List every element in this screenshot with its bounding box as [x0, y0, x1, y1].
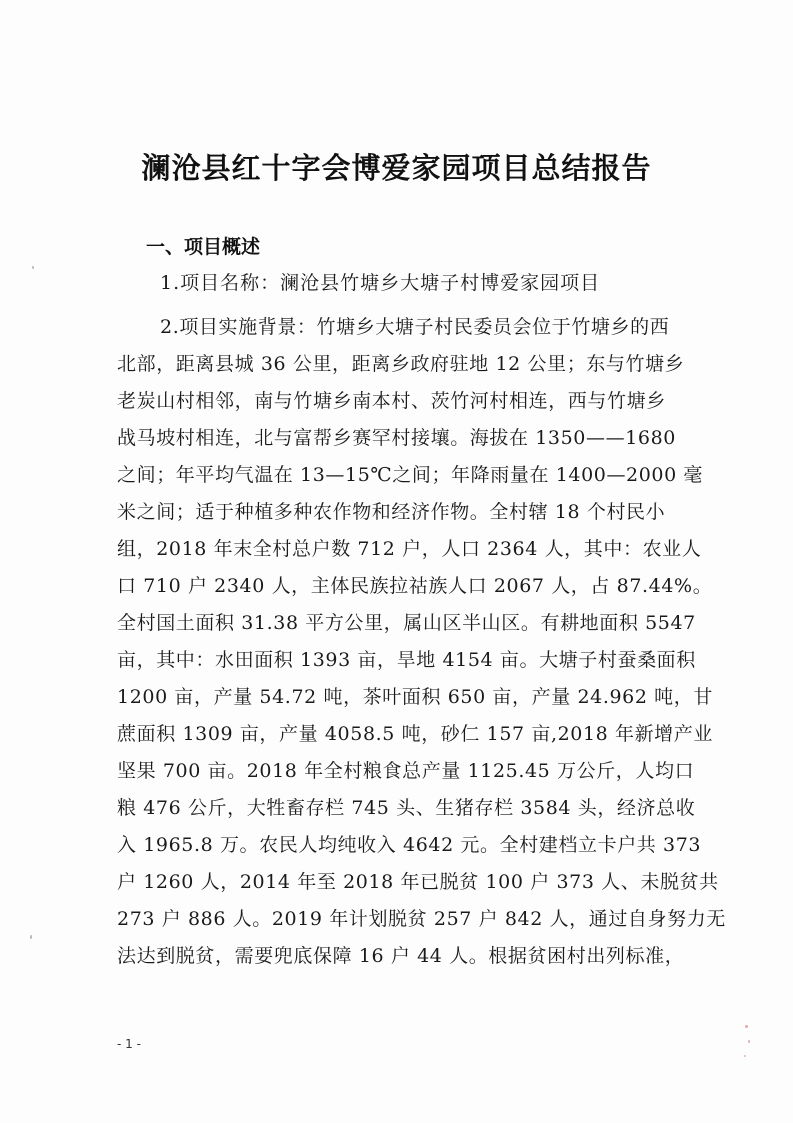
paragraph-line: 273 户 886 人。2019 年计划脱贫 257 户 842 人，通过自身努力无: [117, 908, 726, 930]
scan-speck: [745, 1025, 748, 1028]
paragraph-line: 1200 亩，产量 54.72 吨，茶叶面积 650 亩，产量 24.962 吨，甘: [117, 686, 713, 708]
page-number: - 1 -: [117, 1037, 141, 1051]
scan-speck: [30, 935, 32, 939]
scan-speck: [748, 1040, 750, 1043]
paragraph-line: 组，2018 年末全村总户数 712 户，人口 2364 人，其中：农业人: [117, 538, 702, 560]
paragraph-line: 口 710 户 2340 人，主体民族拉祜族人口 2067 人，占 87.44%。: [117, 575, 713, 597]
paragraph-line: 法达到脱贫，需要兜底保障 16 户 44 人。根据贫困村出列标准，: [117, 945, 685, 967]
scan-speck: [32, 266, 34, 269]
paragraph-line: 户 1260 人，2014 年至 2018 年已脱贫 100 户 373 人、未脱贫共: [117, 871, 719, 893]
paragraph-line: 之间；年平均气温在 13—15℃之间；年降雨量在 1400—2000 毫: [117, 464, 704, 486]
paragraph-line: 老炭山村相邻，南与竹塘乡南本村、茨竹河村相连，西与竹塘乡: [117, 390, 666, 412]
paragraph-line: 粮 476 公斤，大牲畜存栏 745 头、生猪存栏 3584 头，经济总收: [117, 797, 696, 819]
document-title: 澜沧县红十字会博爱家园项目总结报告: [141, 151, 652, 185]
paragraph-line: 米之间；适于种植多种农作物和经济作物。全村辖 18 个村民小: [117, 501, 666, 523]
paragraph-line: 蔗面积 1309 亩，产量 4058.5 吨，砂仁 157 亩,2018 年新增产业: [117, 723, 713, 745]
paragraph-line: 北部，距离县城 36 公里，距离乡政府驻地 12 公里；东与竹塘乡: [117, 353, 685, 375]
paragraph-line: 亩，其中：水田面积 1393 亩，旱地 4154 亩。大塘子村蚕桑面积: [117, 649, 696, 671]
scan-speck: [744, 1055, 746, 1057]
paragraph-line: 战马坡村相连，北与富帮乡赛罕村接壤。海拔在 1350——1680: [117, 427, 676, 449]
section-heading: 一、项目概述: [146, 236, 261, 258]
paragraph-line: 全村国土面积 31.38 平方公里，属山区半山区。有耕地面积 5547: [117, 612, 696, 634]
paragraph-line: 2.项目实施背景：竹塘乡大塘子村民委员会位于竹塘乡的西: [160, 316, 670, 338]
project-name-line: 1.项目名称：澜沧县竹塘乡大塘子村博爱家园项目: [160, 272, 601, 294]
paragraph-line: 入 1965.8 万。农民人均纯收入 4642 元。全村建档立卡户共 373: [117, 834, 702, 856]
paragraph-line: 坚果 700 亩。2018 年全村粮食总产量 1125.45 万公斤，人均口: [117, 760, 695, 782]
